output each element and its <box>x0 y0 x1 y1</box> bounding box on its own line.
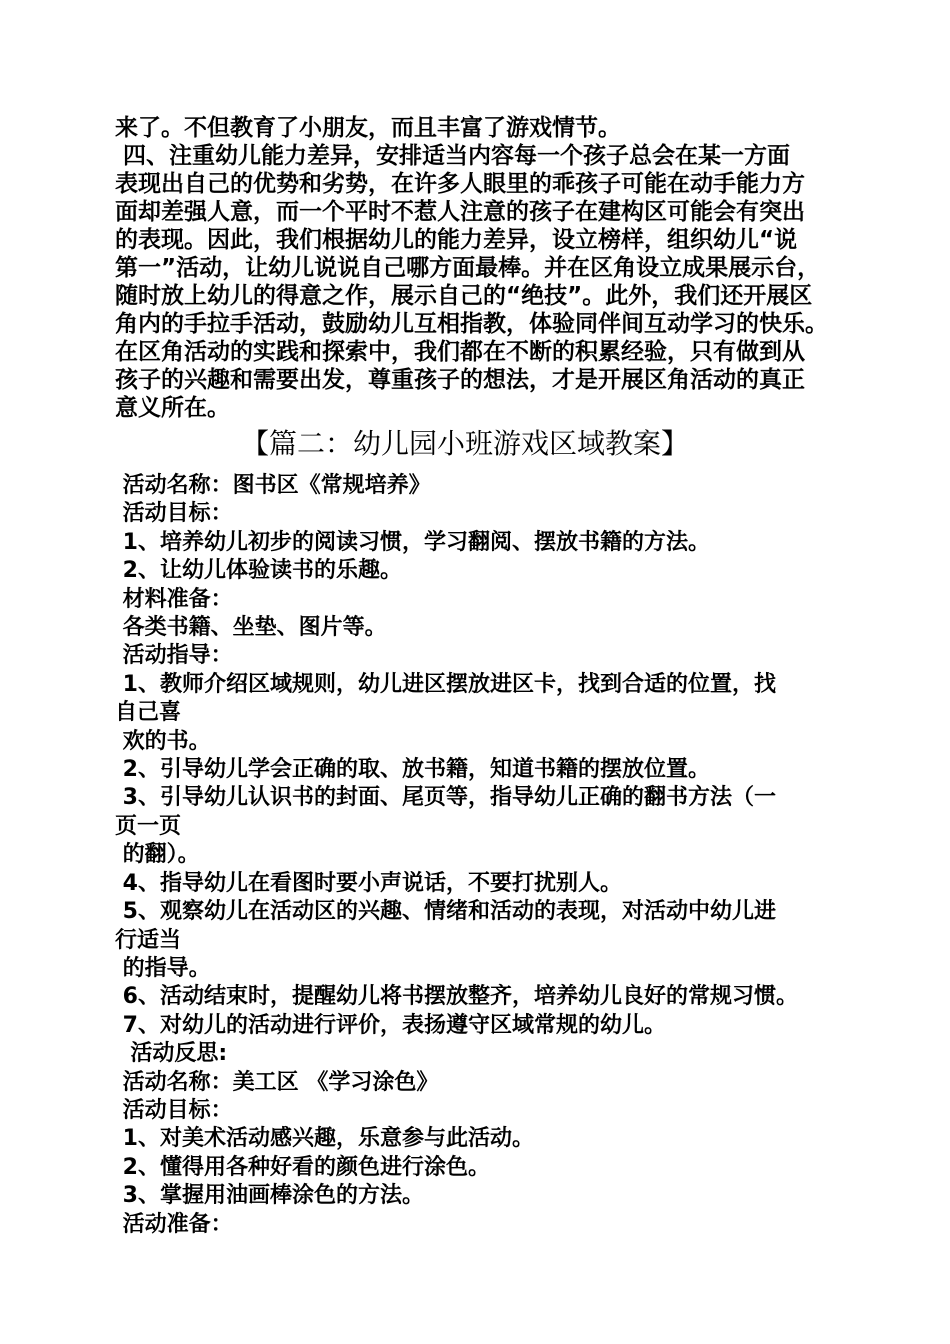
body-line: 活动反思: <box>115 1041 228 1067</box>
body-line: 2、引导幼儿学会正确的取、放书籍，知道书籍的摆放位置。 <box>115 757 710 783</box>
body-line: 材料准备： <box>115 586 233 612</box>
body-line: 欢的书。 <box>115 728 211 754</box>
body-line: 4、指导幼儿在看图时要小声说话，不要打扰别人。 <box>115 870 622 896</box>
intro-line: 角内的手拉手活动，鼓励幼儿互相指教，体验同伴间互动学习的快乐。 <box>115 311 828 337</box>
body-line: 活动名称：图书区《常规培养》 <box>115 473 431 498</box>
intro-line: 面却差强人意，而一个平时不惹人注意的孩子在建构区可能会有突出 <box>115 199 805 225</box>
intro-paragraph <box>115 114 855 422</box>
intro-line: 的表现。因此，我们根据幼儿的能力差异，设立榜样，组织幼儿“说 <box>115 227 798 253</box>
body-line: 2、懂得用各种好看的颜色进行涂色。 <box>115 1154 490 1180</box>
body-line: 7、对幼儿的活动进行评价，表扬遵守区域常规的幼儿。 <box>115 1012 666 1038</box>
intro-line: 表现出自己的优势和劣势，在许多人眼里的乖孩子可能在动手能力方 <box>115 171 805 197</box>
section-title: 【篇二：幼儿园小班游戏区域教案】 <box>240 427 689 460</box>
intro-line: 随时放上幼儿的得意之作，展示自己的“绝技”。此外，我们还开展区 <box>115 283 813 309</box>
body-line: 1、教师介绍区域规则，幼儿进区摆放进区卡，找到合适的位置，找 <box>115 671 776 697</box>
body-line: 活动目标： <box>115 1097 233 1123</box>
body-line: 3、引导幼儿认识书的封面、尾页等，指导幼儿正确的翻书方法（一 <box>115 785 776 811</box>
intro-line: 在区角活动的实践和探索中，我们都在不断的积累经验，只有做到从 <box>115 339 805 365</box>
body-line: 3、掌握用油画棒涂色的方法。 <box>115 1183 424 1209</box>
body-line: 行适当 <box>115 927 182 953</box>
body-line: 1、培养幼儿初步的阅读习惯，学习翻阅、摆放书籍的方法。 <box>115 529 710 555</box>
body-line: 活动指导： <box>115 643 233 669</box>
body-line: 活动准备： <box>115 1211 233 1237</box>
body-line: 的翻）。 <box>115 842 200 868</box>
body-line: 活动名称：美工区 《学习涂色》 <box>115 1069 439 1095</box>
body-line: 1、对美术活动感兴趣，乐意参与此活动。 <box>115 1126 534 1152</box>
intro-line: 孩子的兴趣和需要出发，尊重孩子的想法，才是开展区角活动的真正 <box>115 367 805 393</box>
body-line: 6、活动结束时，提醒幼儿将书摆放整齐，培养幼儿良好的常规习惯。 <box>115 984 798 1010</box>
intro-line: 第一”活动，让幼儿说说自己哪方面最棒。并在区角设立成果展示台， <box>115 255 821 281</box>
document-page <box>115 114 855 1239</box>
body-line: 2、让幼儿体验读书的乐趣。 <box>115 558 402 584</box>
body-line: 5、观察幼儿在活动区的兴趣、情绪和活动的表现，对活动中幼儿进 <box>115 899 776 925</box>
intro-line: 来了。不但教育了小朋友，而且丰富了游戏情节。 <box>115 115 621 141</box>
body-line: 活动目标： <box>115 501 233 527</box>
lesson-plan-body <box>115 472 855 1239</box>
body-line: 自己喜 <box>115 700 182 726</box>
intro-line: 四、注重幼儿能力差异，安排适当内容每一个孩子总会在某一方面 <box>115 143 791 169</box>
body-line: 的指导。 <box>115 955 211 981</box>
body-line: 各类书籍、坐垫、图片等。 <box>115 615 387 641</box>
intro-line: 意义所在。 <box>115 395 230 421</box>
body-line: 页一页 <box>115 813 182 839</box>
